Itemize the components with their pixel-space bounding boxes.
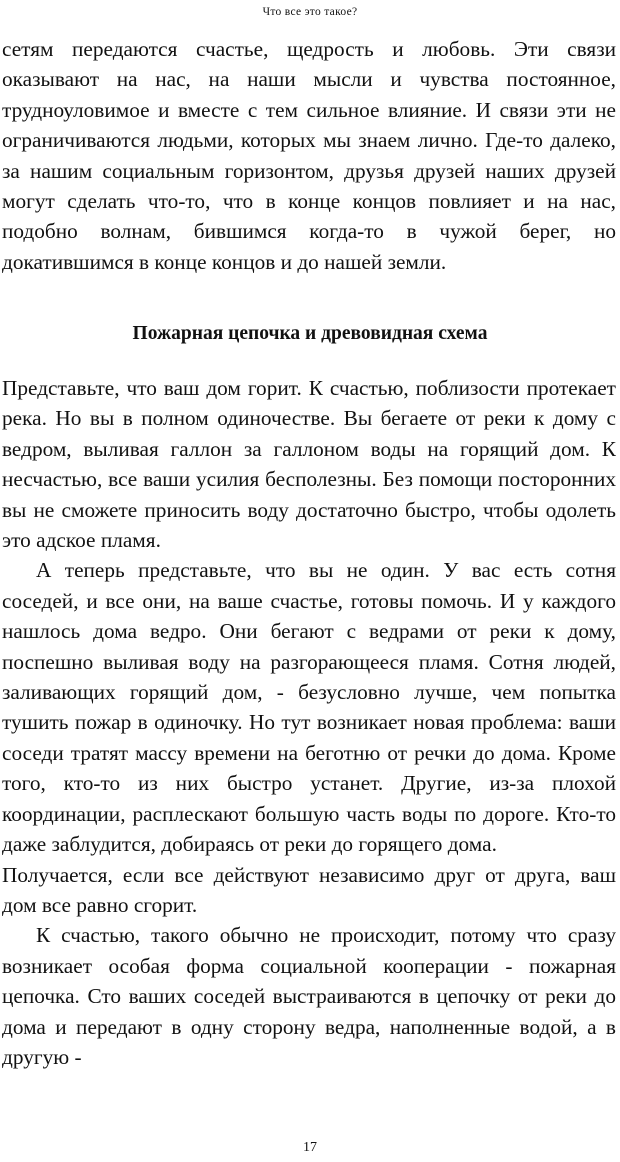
paragraph-house-burns: Получается, если все действуют независимо друг от друга, ваш дом все равно сгорит.	[2, 862, 616, 917]
top-text-block	[2, 34, 616, 277]
paragraph-continued: сетям передаются счастье, щедрость и любовь. Эти связи оказывают на нас, на наши мысли и чувства постоянное, трудноуловимое и вместе с тем сильное влияние. И связи эти не ограничиваются людьми, которых мы знаем лично. Где-то далеко, за нашим социальным горизонтом, друзья друзей наших друзей могут сделать что-то, что в конце концов повлияет и на нас, подобно волнам, бившимся когда-то в чужой берег, но докатившимся в конце концов и до нашей земли.	[2, 37, 616, 274]
paragraph-house-on-fire: Представьте, что ваш дом горит. К счастью, поблизости протекает река. Но вы в полном одиночестве. Вы бегаете от реки к дому с ведром, выливая галлон за галлоном воды на горящий дом. К несчастью, все ваши усилия бесполезны. Без помощи посторонних вы не сможете приносить воду достаточно быстро, чтобы одолеть это адское пламя.	[2, 376, 616, 553]
paragraph-hundred-neighbors: А теперь представьте, что вы не один. У вас есть сотня соседей, и все они, на ваше счастье, готовы помочь. И у каждого нашлось дома ведро. Они бегают с ведрами от реки к дому, поспешно выливая воду на разгорающееся пламя. Сотня людей, заливающих горящий дом, - безусловно лучше, чем попытка тушить пожар в одиночку. Но тут возникает новая проблема: ваши соседи тратят массу времени на беготню от речки до дома. Кроме того, кто-то из них быстро устанет. Другие, из-за плохой координации, расплескают большую часть воды по дороге. Кто-то даже заблудится, добираясь от реки до горящего дома.	[2, 558, 616, 857]
page-number: 17	[303, 1140, 317, 1155]
running-head: Что все это такое?	[262, 6, 358, 18]
main-text-block	[2, 373, 616, 1072]
paragraph-bucket-brigade: К счастью, такого обычно не происходит, потому что сразу возникает особая форма социальной кооперации - пожарная цепочка. Сто ваших соседей выстраиваются в цепочку от реки до дома и передают в одну сторону ведра, наполненные водой, а в другую -	[2, 923, 616, 1069]
section-heading: Пожарная цепочка и древовидная схема	[132, 323, 488, 344]
